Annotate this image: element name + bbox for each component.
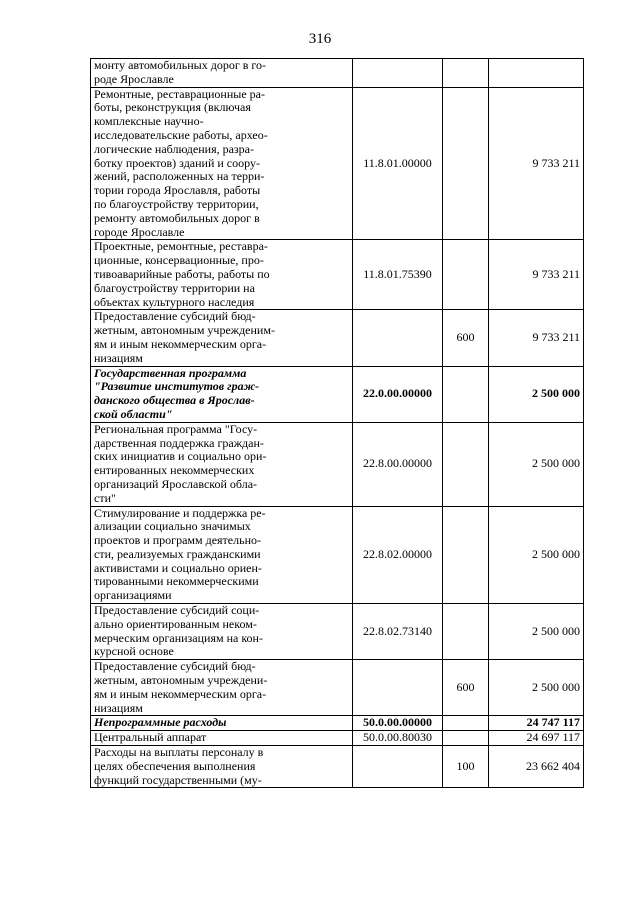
row-expense-type-cell [443,506,489,604]
row-name-cell: Ремонтные, реставрационные ра- боты, реконструкция (включая комплексные научно- исследовательские работы, архео- логические наблюдения, разра- ботку проектов) зданий и соору- жений, расположенных на терри- тории города Ярославля, работы по благоустройству территории, ремонту автомобильных дорог в городе Ярославле [91,87,353,240]
row-code-cell: 50.0.00.80030 [353,731,443,746]
row-name-cell: Предоставление субсидий бюд- жетным, автономным учрежденим- ям и иным некоммерческим орга- низациям [91,310,353,366]
row-expense-type-cell: 100 [443,746,489,788]
table-row [91,240,584,310]
row-sum-cell: 9 733 211 [489,240,584,310]
table-row [91,660,584,716]
table-row [91,87,584,240]
row-name-cell: Региональная программа "Госу- дарственная поддержка граждан- ских инициатив и социально ори- ентированных некоммерческих организаций Ярославской обла- сти" [91,422,353,506]
row-code-cell [353,310,443,366]
budget-table [90,58,584,788]
row-expense-type-cell [443,716,489,731]
table-row [91,310,584,366]
table-row [91,506,584,604]
row-code-cell [353,746,443,788]
row-expense-type-cell [443,422,489,506]
row-name-cell: Проектные, ремонтные, реставра- ционные, консервационные, про- тивоаварийные работы, работы по благоустройству территории на объектах культурного наследия [91,240,353,310]
row-sum-cell: 2 500 000 [489,422,584,506]
table-row [91,731,584,746]
table-row [91,746,584,788]
row-code-cell: 22.8.00.00000 [353,422,443,506]
row-name-cell: Непрограммные расходы [91,716,353,731]
row-sum-cell: 2 500 000 [489,660,584,716]
row-code-cell: 22.8.02.00000 [353,506,443,604]
row-expense-type-cell [443,366,489,422]
row-expense-type-cell: 600 [443,660,489,716]
row-name-cell: Предоставление субсидий бюд- жетным, автономным учреждени- ям и иным некоммерческим орга- низациям [91,660,353,716]
row-name-cell: Центральный аппарат [91,731,353,746]
row-name-cell: монту автомобильных дорог в го- роде Ярославле [91,59,353,88]
row-code-cell: 22.8.02.73140 [353,604,443,660]
row-code-cell: 22.0.00.00000 [353,366,443,422]
row-expense-type-cell: 600 [443,310,489,366]
row-code-cell: 50.0.00.00000 [353,716,443,731]
page-number: 316 [308,31,332,47]
row-expense-type-cell [443,604,489,660]
row-expense-type-cell [443,240,489,310]
row-sum-cell: 23 662 404 [489,746,584,788]
row-expense-type-cell [443,731,489,746]
table-row [91,604,584,660]
row-sum-cell [489,59,584,88]
row-sum-cell: 2 500 000 [489,366,584,422]
table-row [91,366,584,422]
row-sum-cell: 24 747 117 [489,716,584,731]
row-code-cell [353,660,443,716]
row-sum-cell: 2 500 000 [489,506,584,604]
row-name-cell: Предоставление субсидий соци- ально ориентированным неком- мерческим организациям на кон- курсной основе [91,604,353,660]
row-sum-cell: 24 697 117 [489,731,584,746]
row-expense-type-cell [443,59,489,88]
budget-table-body [91,59,584,788]
row-expense-type-cell [443,87,489,240]
row-sum-cell: 2 500 000 [489,604,584,660]
table-row [91,716,584,731]
row-name-cell: Стимулирование и поддержка ре- ализации социально значимых проектов и программ деятельно- сти, реализуемых гражданскими активистами и социально ориен- тированными некоммерческими организациями [91,506,353,604]
table-row [91,59,584,88]
row-code-cell: 11.8.01.75390 [353,240,443,310]
row-sum-cell: 9 733 211 [489,310,584,366]
row-sum-cell: 9 733 211 [489,87,584,240]
row-name-cell: Государственная программа "Развитие институтов граж- данского общества в Ярослав- ской области" [91,366,353,422]
row-name-cell: Расходы на выплаты персоналу в целях обеспечения выполнения функций государственными (му- [91,746,353,788]
row-code-cell: 11.8.01.00000 [353,87,443,240]
table-row [91,422,584,506]
row-code-cell [353,59,443,88]
